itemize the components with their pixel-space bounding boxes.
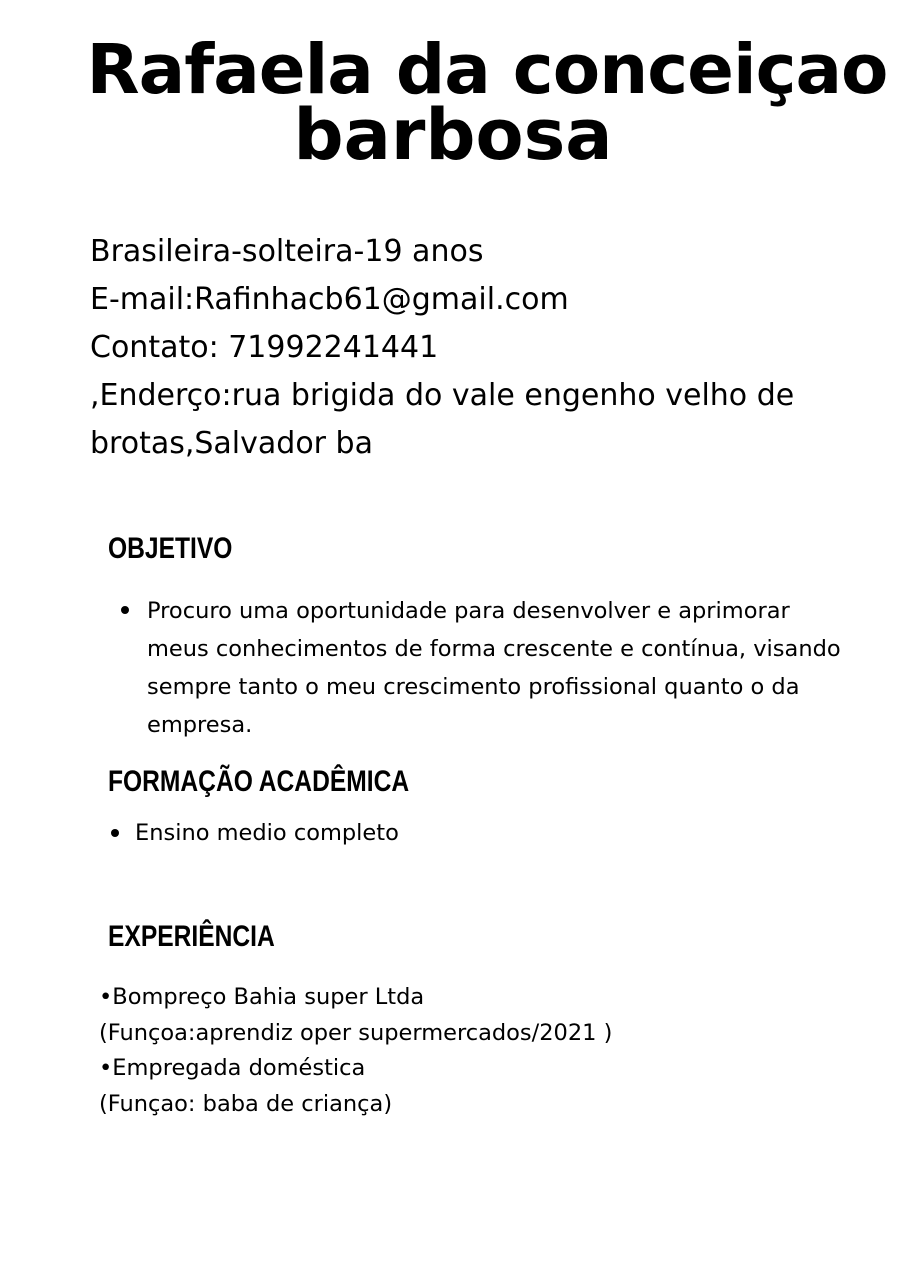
bullet-icon <box>121 606 129 614</box>
objetivo-paragraph <box>147 592 887 744</box>
bullet-icon <box>111 829 119 837</box>
section-title-experiencia: EXPERIÊNCIA <box>108 920 275 953</box>
name-heading-line-1: Rafaela da conceiçao <box>86 30 888 110</box>
phone-text: Contato: 71992241441 <box>90 330 439 365</box>
contact-block <box>90 228 870 468</box>
experiencia-list <box>99 980 612 1122</box>
experiencia-line: (Funçao: baba de criança) <box>99 1090 393 1117</box>
personal-info: Brasileira-solteira-19 anos <box>90 234 484 269</box>
experiencia-line: •Bompreço Bahia super Ltda <box>99 984 425 1010</box>
objetivo-line: meus conhecimentos de forma crescente e contínua, visando <box>147 636 841 662</box>
address-text-line-1: ,Enderço:rua brigida do vale engenho velho de <box>90 378 795 413</box>
section-title-objetivo: OBJETIVO <box>108 532 233 565</box>
email-text: E-mail:Rafinhacb61@gmail.com <box>90 282 569 317</box>
address-text-line-2: brotas,Salvador ba <box>90 426 373 461</box>
experiencia-line: (Funçoa:aprendiz oper supermercados/2021 ) <box>99 1019 613 1046</box>
name-heading-line-2: barbosa <box>293 94 613 176</box>
objetivo-line: Procuro uma oportunidade para desenvolver e aprimorar <box>147 598 790 624</box>
section-title-formacao: FORMAÇÃO ACADÊMICA <box>108 765 410 798</box>
formacao-item: Ensino medio completo <box>135 820 399 846</box>
experiencia-line: •Empregada doméstica <box>99 1055 366 1081</box>
objetivo-line: empresa. <box>147 712 253 738</box>
objetivo-line: sempre tanto o meu crescimento profissional quanto o da <box>147 674 800 700</box>
